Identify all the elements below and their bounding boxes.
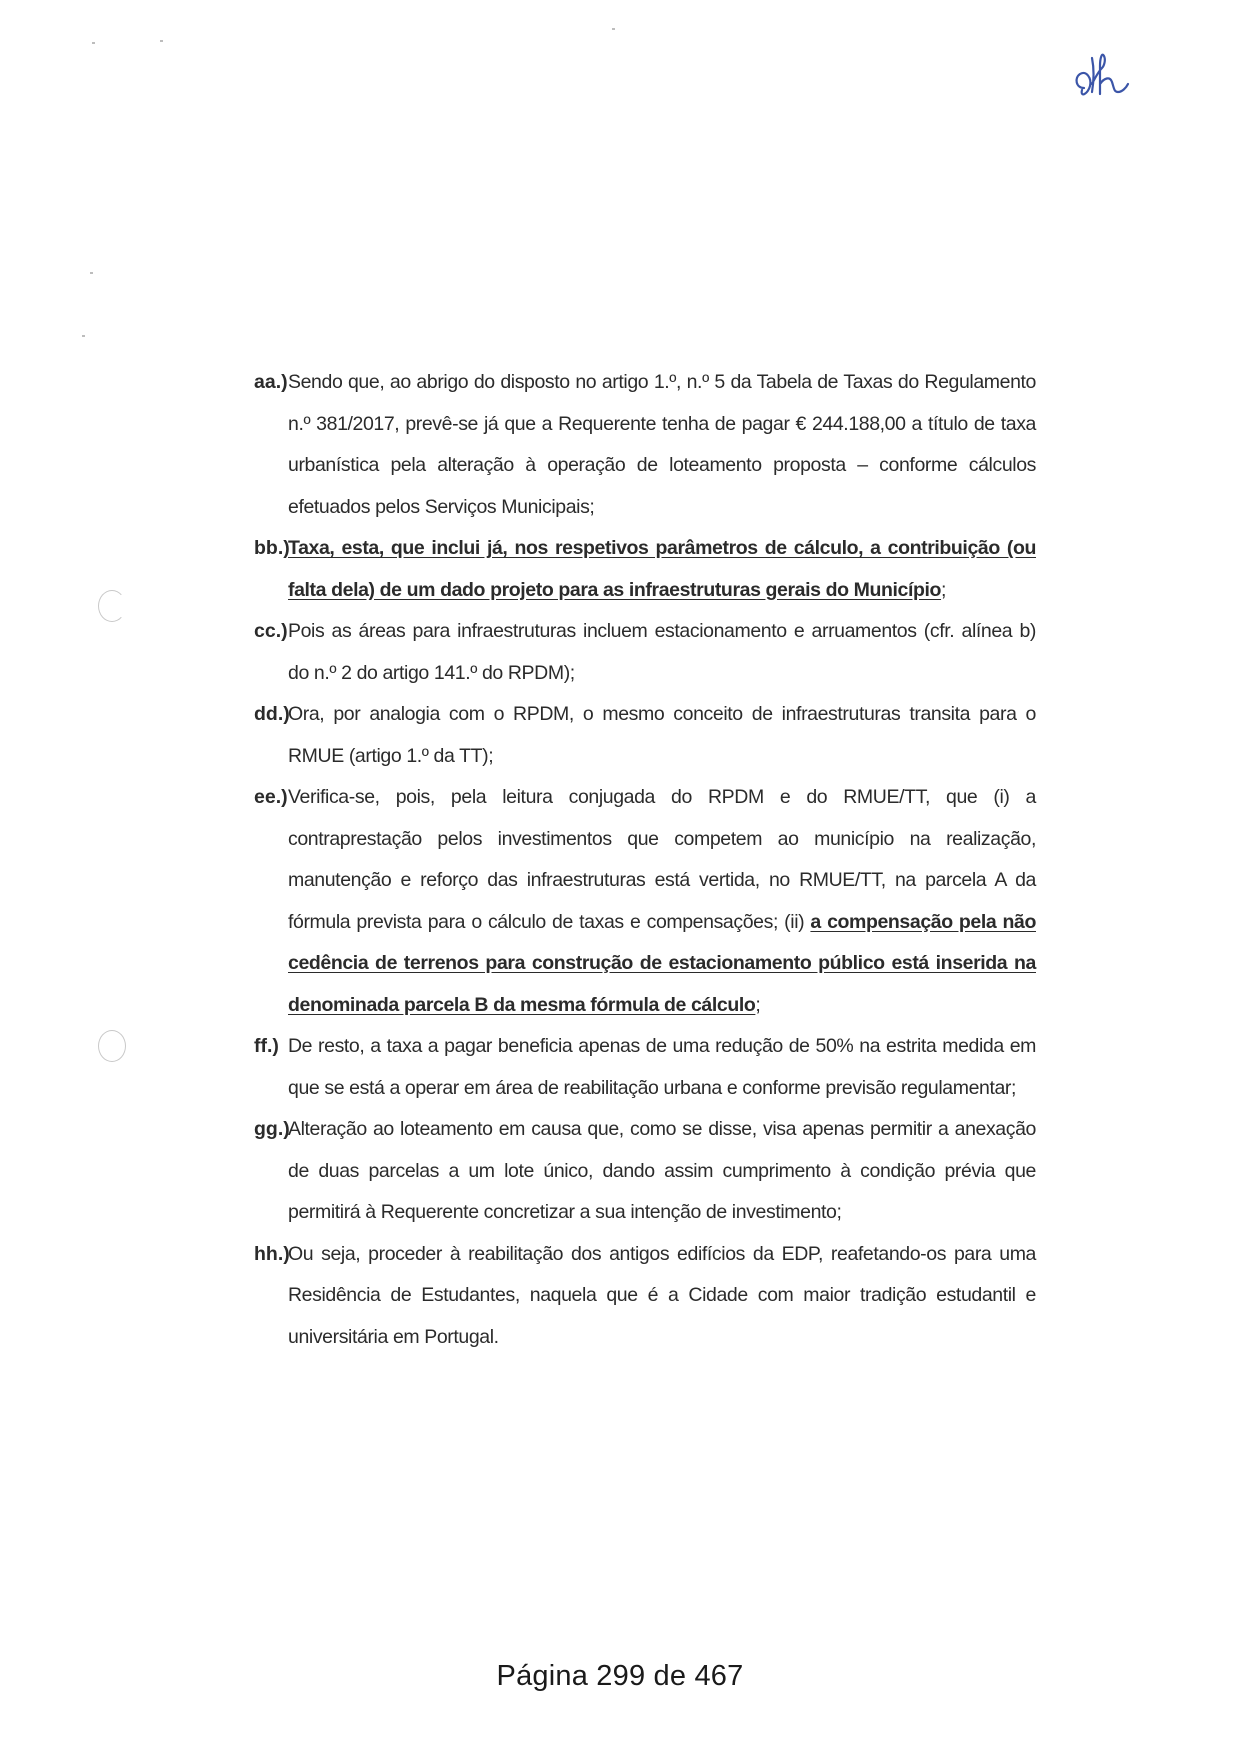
list-item <box>254 611 1036 694</box>
scan-speck <box>82 335 85 337</box>
list-item <box>254 1026 1036 1109</box>
list-item-text <box>288 1026 1036 1109</box>
punch-hole-mark <box>98 1030 126 1062</box>
emphasized-text: a compensação pela não cedência de terrenos para construção de estacionamento público está inserida na denominada parcela B da mesma fórmula de cálculo <box>288 910 1036 1016</box>
list-item-marker: bb.) <box>254 537 290 559</box>
emphasized-text: Taxa, esta, que inclui já, nos respetivos parâmetros de cálculo, a contribuição (ou falta dela) de um dado projeto para as infraestruturas gerais do Município <box>288 537 1036 601</box>
list-item <box>254 528 1036 611</box>
list-item-marker: ff.) <box>254 1035 279 1057</box>
text-segment: ; <box>755 993 761 1016</box>
handwritten-initials-signature <box>1070 48 1140 108</box>
text-segment: Pois as áreas para infraestruturas incluem estacionamento e arruamentos (cfr. alínea b) do n.º 2 do artigo 141.º do RPDM); <box>288 620 1036 684</box>
list-item-marker: cc.) <box>254 620 288 642</box>
text-segment: Alteração ao loteamento em causa que, como se disse, visa apenas permitir a anexação de duas parcelas a um lote único, dando assim cumprimento à condição prévia que permitirá à Requerente concretizar a sua intenção de investimento; <box>288 1118 1036 1223</box>
text-segment: Ora, por analogia com o RPDM, o mesmo conceito de infraestruturas transita para o RMUE (artigo 1.º da TT); <box>288 703 1036 767</box>
punch-hole-mark <box>98 590 126 622</box>
scan-speck <box>92 42 95 44</box>
scan-speck <box>612 28 615 30</box>
scan-speck <box>90 272 93 274</box>
list-item <box>254 694 1036 777</box>
list-item-text <box>288 362 1036 528</box>
list-item-text <box>288 528 1036 611</box>
list-item <box>254 362 1036 528</box>
text-segment: Ou seja, proceder à reabilitação dos antigos edifícios da EDP, reafetando-os para uma Residência de Estudantes, naquela que é a Cidade com maior tradição estudantil e universitária em Portugal. <box>288 1242 1036 1348</box>
page-number: Página 299 de 467 <box>496 1660 744 1692</box>
list-item-marker: gg.) <box>254 1118 290 1140</box>
list-item-marker: ee.) <box>254 786 288 808</box>
list-item <box>254 777 1036 1026</box>
list-item <box>254 1234 1036 1359</box>
text-segment: De resto, a taxa a pagar beneficia apenas de uma redução de 50% na estrita medida em que se está a operar em área de reabilitação urbana e conforme previsão regulamentar; <box>288 1035 1036 1099</box>
text-segment: Sendo que, ao abrigo do disposto no artigo 1.º, n.º 5 da Tabela de Taxas do Regulamento n.º 381/2017, prevê-se já que a Requerente tenha de pagar € 244.188,00 a título de taxa urbanística pela alteração à operação de loteamento proposta – conforme cálculos efetuados pelos Serviços Municipais; <box>288 371 1036 518</box>
scan-speck <box>160 40 163 42</box>
text-segment: Verifica-se, pois, pela leitura conjugada do RPDM e do RMUE/TT, que (i) a contraprestação pelos investimentos que competem ao município na realização, manutenção e reforço das infraestruturas está vertida, no RMUE/TT, na parcela A da fórmula prevista para o cálculo de taxas e compensações; (ii) <box>288 786 1036 933</box>
list-item-marker: aa.) <box>254 371 288 393</box>
text-segment: ; <box>941 578 947 601</box>
list-item-text <box>288 611 1036 694</box>
list-item-marker: dd.) <box>254 703 290 725</box>
list-item-text <box>288 694 1036 777</box>
list-item-marker: hh.) <box>254 1242 290 1265</box>
list-item-text <box>288 777 1036 1026</box>
list-item <box>254 1109 1036 1234</box>
list-item-text <box>288 1109 1036 1234</box>
document-body <box>254 362 1036 1358</box>
list-item-text <box>288 1234 1036 1359</box>
